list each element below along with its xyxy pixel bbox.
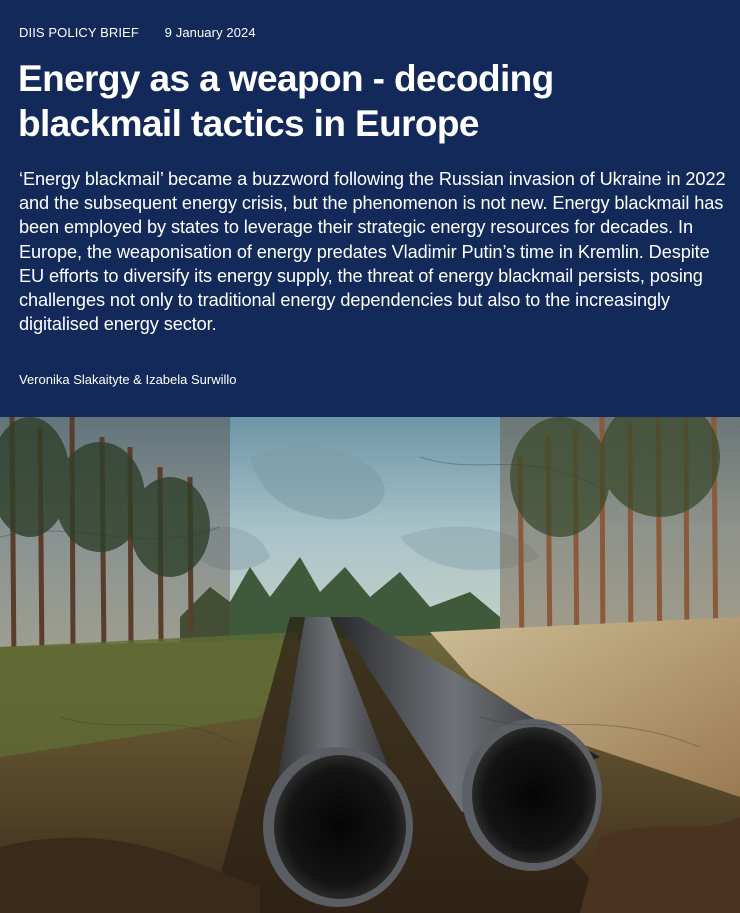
brief-authors: Veronika Slakaityte & Izabela Surwillo [19, 372, 237, 387]
publication-date: 9 January 2024 [164, 25, 256, 40]
brief-title: Energy as a weapon - decoding blackmail tactics in Europe [18, 58, 554, 144]
brief-lead-paragraph: ‘Energy blackmail’ became a buzzword following the Russian invasion of Ukraine in 2022 and the subsequent energy crisis, but the phenomenon is not new. Energy blackmail has been employed by states to leverage their strategic energy resources for decades. In Europe, the weaponisation of energy predates Vladimir Putin’s time in Kremlin. Despite EU efforts to diversify its energy supply, the threat of energy blackmail persists, posing challenges not only to traditional energy dependencies but also to the increasingly digitalised energy sector. [19, 169, 726, 335]
brief-meta [19, 25, 256, 40]
hero-illustration [0, 417, 740, 913]
pipeline-forest-illustration [0, 417, 740, 913]
brief-header [0, 0, 740, 417]
publication-label: DIIS POLICY BRIEF [19, 25, 139, 40]
